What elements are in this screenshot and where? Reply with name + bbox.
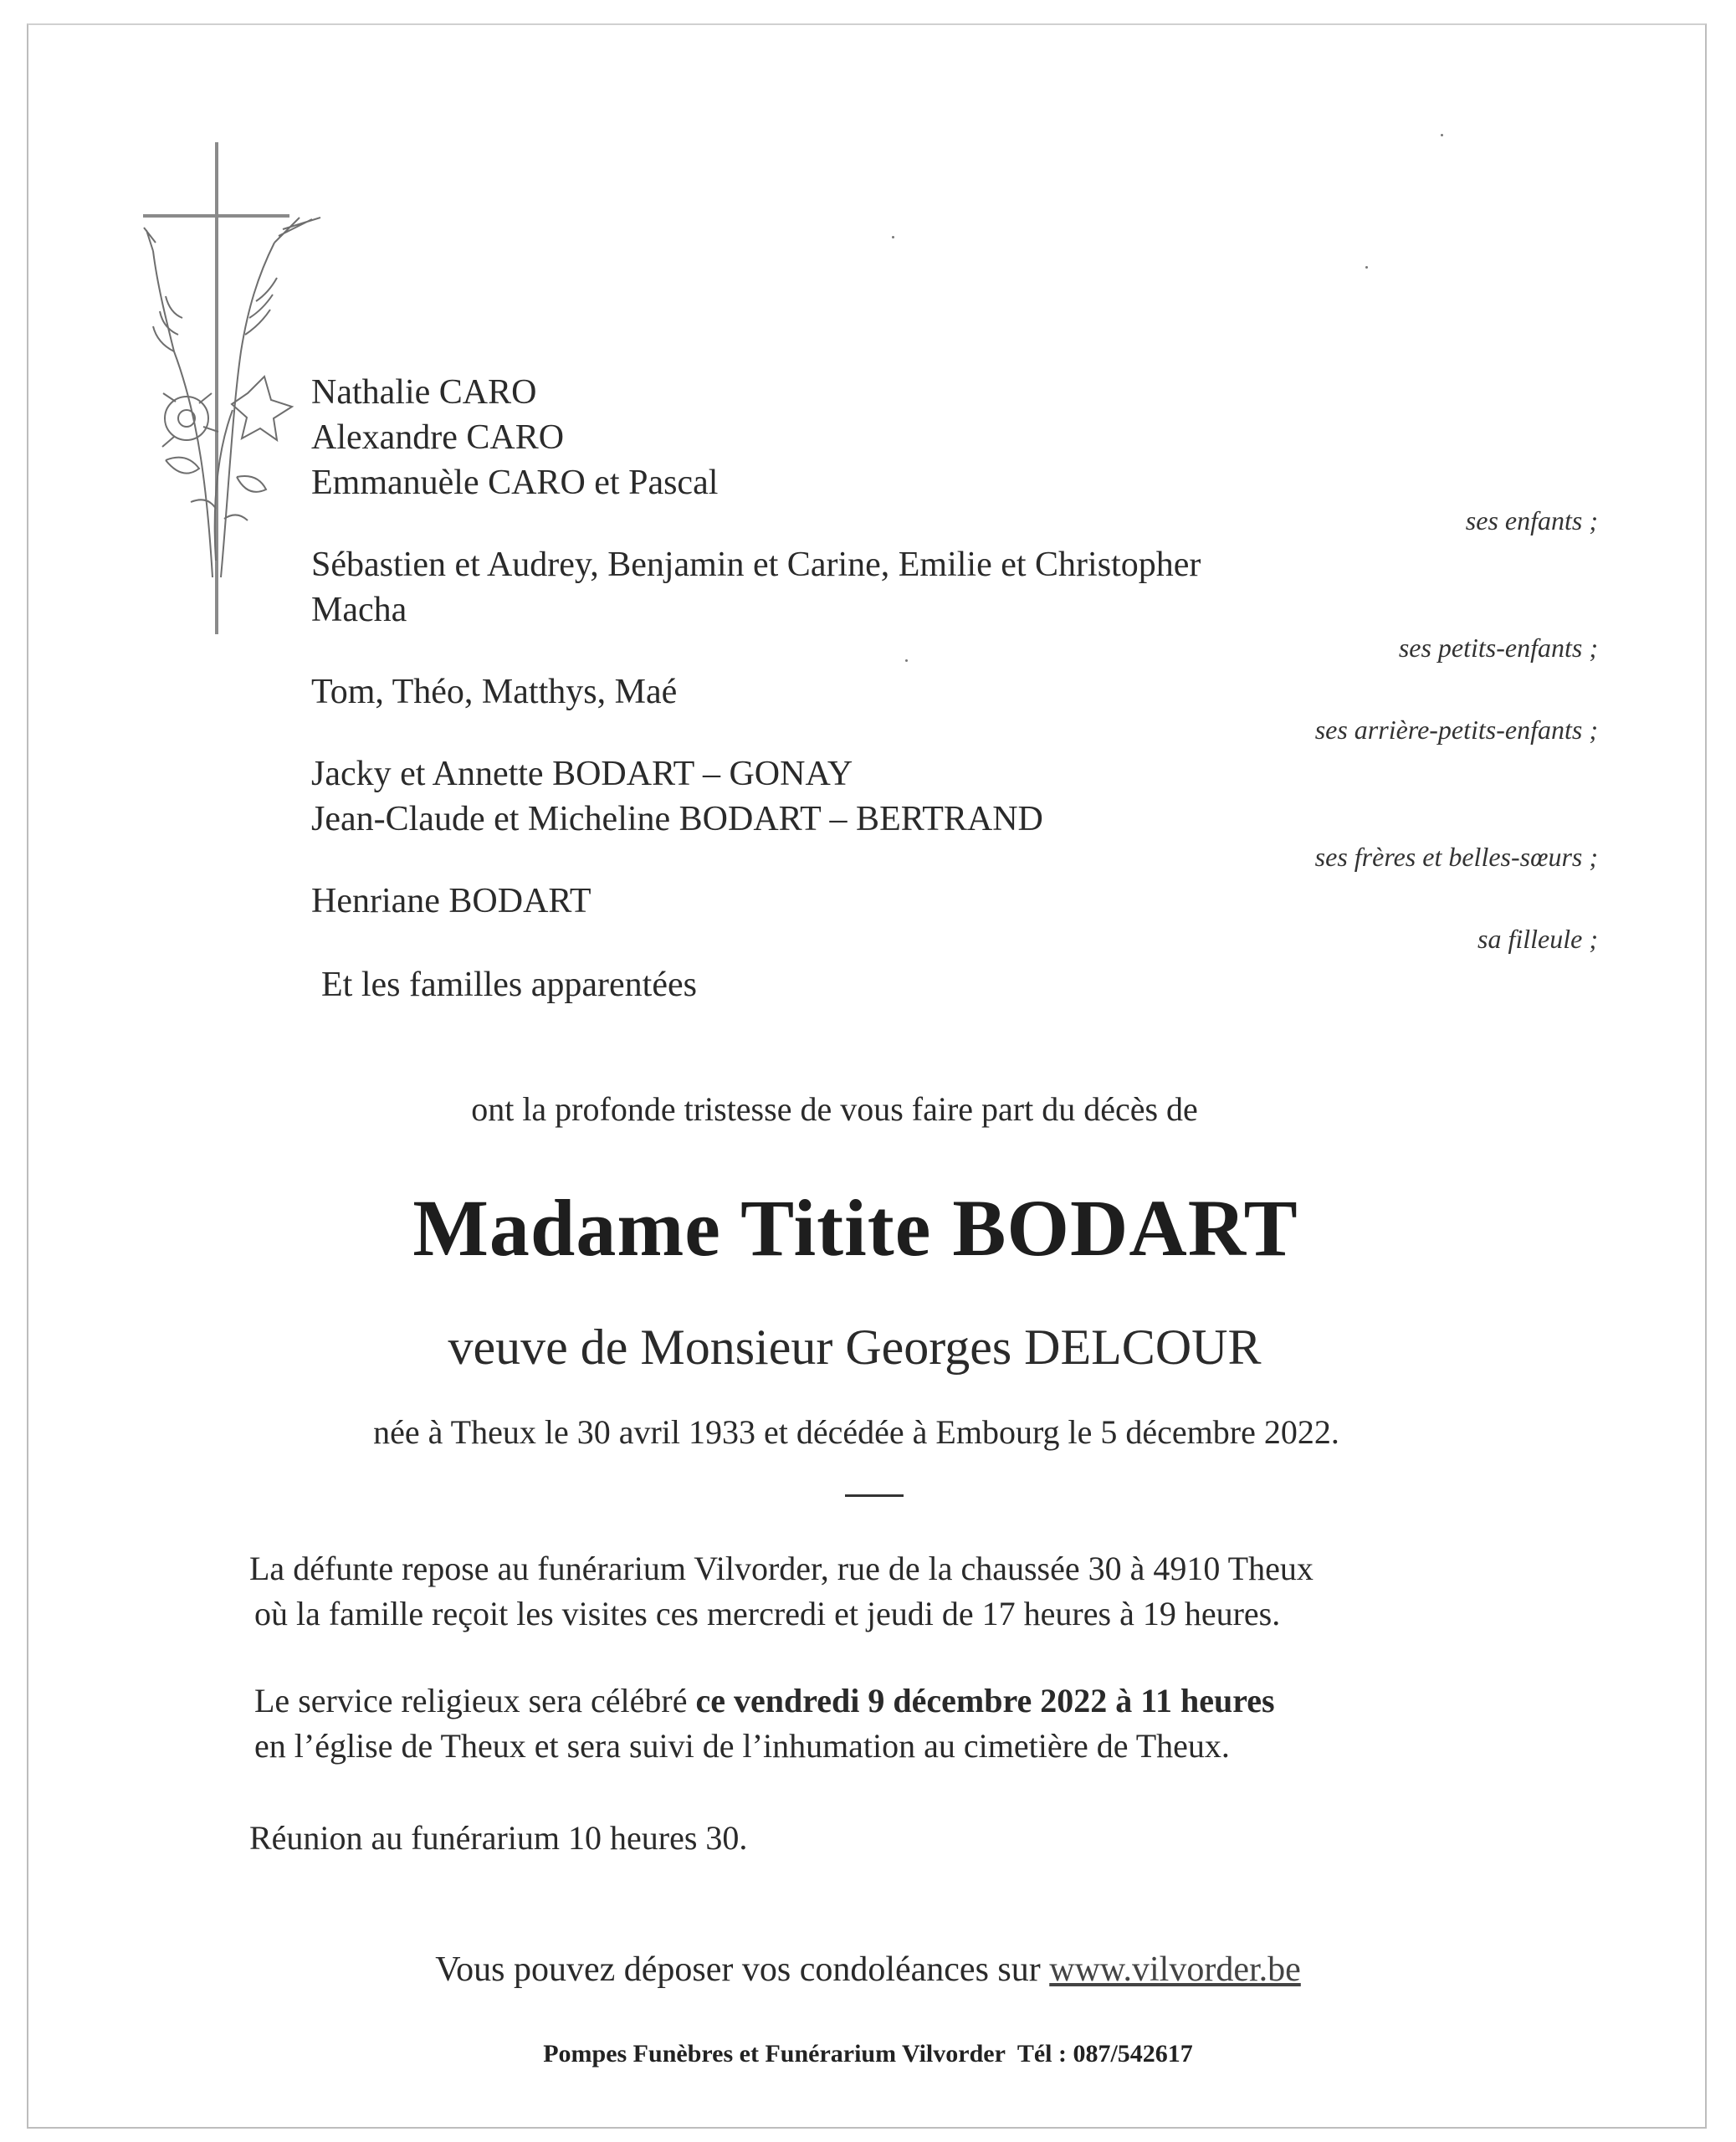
grandchildren-names: [311, 542, 1201, 633]
separator-rule: [845, 1494, 904, 1497]
relatives-line: [321, 962, 697, 1007]
condolences-link[interactable]: www.vilvorder.be: [1049, 1950, 1301, 1989]
family-name: Nathalie CARO: [311, 373, 537, 412]
meeting-text: Réunion au funérarium 10 heures 30.: [249, 1819, 748, 1857]
goddaughter-name: [311, 879, 591, 924]
family-name: Jacky et Annette BODART – GONAY: [311, 755, 853, 793]
rest-paragraph: [249, 1546, 1314, 1637]
deceased-name: Madame Titite BODART: [412, 1183, 1298, 1273]
service-prefix: Le service religieux sera célébré: [254, 1682, 696, 1719]
rest-line: La défunte repose au funérarium Vilvorder, rue de la chaussée 30 à 4910 Theux: [249, 1550, 1314, 1587]
relation-label: ses arrière-petits-enfants ;: [1314, 715, 1598, 745]
family-name: Macha: [311, 591, 407, 629]
service-date: ce vendredi 9 décembre 2022 à 11 heures: [695, 1682, 1275, 1719]
children-names: [311, 370, 718, 505]
service-line: [254, 1678, 1275, 1724]
family-name: Alexandre CARO: [311, 418, 565, 457]
relation-label: ses frères et belles-sœurs ;: [1314, 842, 1598, 872]
scan-speck: [1441, 134, 1443, 136]
relation-label: sa filleule ;: [1477, 924, 1598, 954]
relation-label: ses enfants ;: [1465, 505, 1598, 536]
scan-speck: [892, 236, 894, 238]
great-grandchildren-names: [311, 669, 677, 715]
cross-with-wheat-and-flowers-icon: [141, 142, 333, 644]
scan-speck: [1365, 266, 1368, 269]
intro-text: ont la profonde tristesse de vous faire part du décès de: [471, 1090, 1198, 1128]
widow-of: veuve de Monsieur Georges DELCOUR: [448, 1320, 1262, 1375]
condolences-line: [0, 1950, 1736, 1990]
family-name: Tom, Théo, Matthys, Maé: [311, 673, 678, 711]
siblings-names: [311, 751, 1043, 842]
condolences-text: Vous pouvez déposer vos condoléances sur: [435, 1950, 1050, 1989]
birth-death-line: née à Theux le 30 avril 1933 et décédée à Embourg le 5 décembre 2022.: [373, 1413, 1339, 1451]
family-name: Emmanuèle CARO et Pascal: [311, 464, 719, 502]
service-line: en l’église de Theux et sera suivi de l’inhumation au cimetière de Theux.: [254, 1727, 1230, 1765]
relatives-text: Et les familles apparentées: [321, 966, 697, 1004]
rest-line: où la famille reçoit les visites ces mercredi et jeudi de 17 heures à 19 heures.: [254, 1595, 1281, 1632]
family-name: Jean-Claude et Micheline BODART – BERTRAND: [311, 800, 1043, 838]
family-name: Sébastien et Audrey, Benjamin et Carine, Emilie et Christopher: [311, 546, 1201, 584]
scan-speck: [905, 659, 908, 662]
relation-label: ses petits-enfants ;: [1398, 633, 1598, 663]
footer: Pompes Funèbres et Funérarium Vilvorder Tél : 087/542617: [543, 2040, 1193, 2068]
service-paragraph: [254, 1678, 1275, 1769]
family-name: Henriane BODART: [311, 882, 591, 920]
